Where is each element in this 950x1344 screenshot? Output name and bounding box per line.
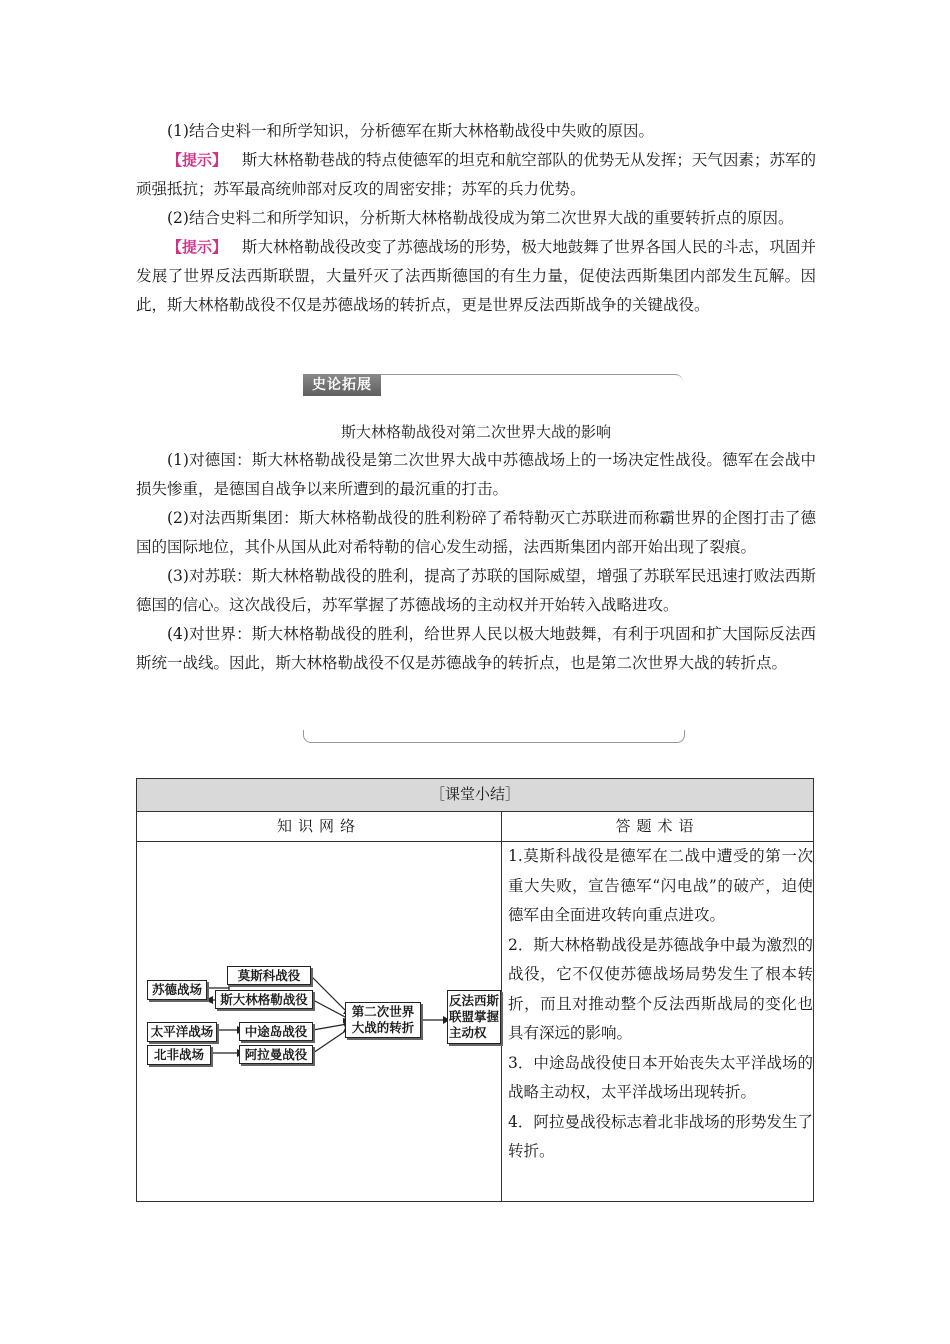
result-box: 反法西斯联盟掌握主动权 [447,990,501,1044]
extension-title: 斯大林格勒战役对第二次世界大战的影响 [340,423,611,441]
question-1: (1)结合史料一和所学知识，分析德军在斯大林格勒战役中失败的原因。 [167,122,654,140]
hint-1 [136,146,816,204]
hint-text: 斯大林格勒战役改变了苏德战场的形势，极大地鼓舞了世界各国人民的斗志，巩固并发展了世界反法西斯联盟，大量歼灭了法西斯德国的有生力量，促使法西斯集团内部发生瓦解。因此，斯大林格勒战役不仅是苏德战场的转折点，更是世界反法西斯战争的关键战役。 [136,238,817,314]
hint-text: 斯大林格勒巷战的特点使德军的坦克和航空部队的优势无从发挥；天气因素；苏军的顽强抵抗；苏军最高统帅部对反攻的周密安排；苏军的兵力优势。 [136,151,817,198]
battle-moscow: 莫斯科战役 [227,966,311,985]
term-4: 4．阿拉曼战役标志着北非战场的形势发生了转折。 [508,1112,813,1160]
extension-point-1: (1)对德国：斯大林格勒战役是第二次世界大战中苏德战场上的一场决定性战役。德军在会战中损失惨重，是德国自战争以来所遭到的最沉重的打击。 [136,451,816,498]
summary-title: ［课堂小结］ [137,779,813,812]
front-pacific: 太平洋战场 [147,1022,217,1042]
hint-label: 【提示】 [167,151,228,169]
turning-point-box: 第二次世界大战的转折 [345,1002,421,1038]
term-2: 2．斯大林格勒战役是苏德战争中最为激烈的战役，它不仅使苏德战场局势发生了根本转折，而且对推动整个反法西斯战局的变化也具有深远的影响。 [508,935,813,1042]
answer-terms [502,842,813,1167]
front-north-africa: 北非战场 [147,1045,211,1065]
knowledge-network-diagram [137,842,502,1201]
extension-point-4: (4)对世界：斯大林格勒战役的胜利，给世界人民以极大地鼓舞，有利于巩固和扩大国际反法西斯统一战线。因此，斯大林格勒战役不仅是苏德战争的转折点，也是第二次世界大战的转折点。 [136,625,816,672]
extension-point-3: (3)对苏联：斯大林格勒战役的胜利，提高了苏联的国际威望，增强了苏联军民迅速打败法西斯德国的信心。这次战役后，苏军掌握了苏德战场的主动权并开始转入战略进攻。 [136,567,816,614]
battle-stalingrad: 斯大林格勒战役 [215,990,313,1009]
front-soviet-german: 苏德战场 [147,980,207,1000]
battle-midway: 中途岛战役 [239,1022,313,1041]
term-1: 1.莫斯科战役是德军在二战中遭受的第一次重大失败，宣告德军“闪电战”的破产，迫使德军由全面进攻转向重点进攻。 [508,847,813,924]
extension-box-bottom [303,730,685,743]
hint-2 [136,233,816,320]
extension-point-2: (2)对法西斯集团：斯大林格勒战役的胜利粉碎了希特勒灭亡苏联进而称霸世界的企图打击了德国的国际地位，其仆从国从此对希特勒的信心发生动摇，法西斯集团内部开始出现了裂痕。 [136,509,816,556]
answer-terms-header: 答题术语 [502,811,813,842]
battle-el-alamein: 阿拉曼战役 [239,1045,313,1064]
hint-label: 【提示】 [167,238,228,256]
extension-points [136,446,816,678]
term-3: 3．中途岛战役使日本开始丧失太平洋战场的战略主动权，太平洋战场出现转折。 [508,1053,813,1101]
extension-badge: 史论拓展 [303,374,381,396]
question-2: (2)结合史料二和所学知识，分析斯大林格勒战役成为第二次世界大战的重要转折点的原因。 [167,209,794,227]
summary-table [136,778,814,1202]
knowledge-network-header: 知识网络 [137,811,502,842]
question-section [136,117,816,320]
